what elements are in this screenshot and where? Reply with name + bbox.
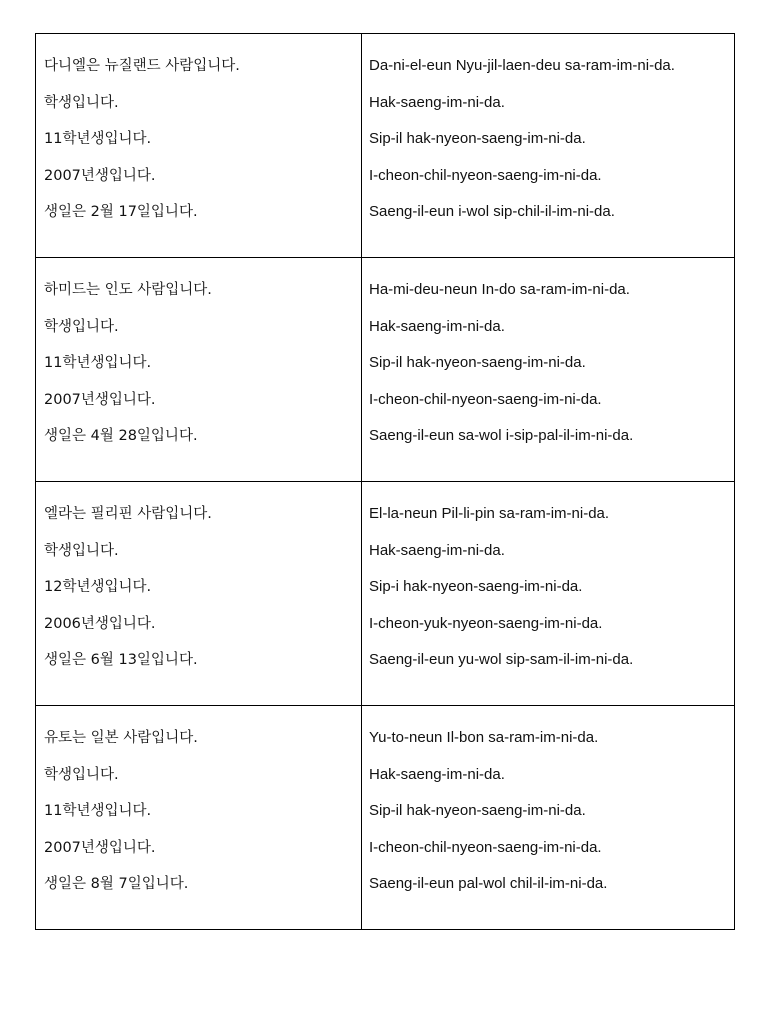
- korean-sentence: 엘라는 필리핀 사람입니다.: [44, 506, 212, 522]
- romanized-sentence: Hak-saeng-im-ni-da.: [369, 765, 505, 783]
- korean-sentence: 생일은 6월 13일입니다.: [44, 652, 198, 668]
- romanized-sentence: Saeng-il-eun sa-wol i-sip-pal-il-im-ni-da.: [369, 427, 634, 444]
- profile-cards-table: [35, 33, 735, 930]
- romanized-text-cell: [362, 258, 735, 482]
- sentence-list: [36, 482, 361, 685]
- korean-sentence: 12학년생입니다.: [44, 579, 152, 595]
- sentence-list: [362, 706, 734, 909]
- korean-sentence: 학생입니다.: [44, 318, 119, 335]
- korean-text-cell: [36, 706, 362, 930]
- romanized-sentence: Yu-to-neun Il-bon sa-ram-im-ni-da.: [369, 729, 599, 746]
- korean-text-cell: [36, 34, 362, 258]
- romanized-sentence: El-la-neun Pil-li-pin sa-ram-im-ni-da.: [369, 505, 610, 522]
- korean-sentence: 2007년생입니다.: [44, 167, 156, 184]
- sentence-list: [362, 34, 734, 237]
- romanized-sentence: Sip-il hak-nyeon-saeng-im-ni-da.: [369, 354, 586, 371]
- romanized-sentence: I-cheon-chil-nyeon-saeng-im-ni-da.: [369, 838, 602, 856]
- romanized-sentence: I-cheon-yuk-nyeon-saeng-im-ni-da.: [369, 614, 603, 632]
- korean-sentence: 유토는 일본 사람입니다.: [44, 730, 198, 746]
- romanized-sentence: Saeng-il-eun pal-wol chil-il-im-ni-da.: [369, 875, 608, 892]
- korean-sentence: 학생입니다.: [44, 766, 119, 783]
- romanized-sentence: I-cheon-chil-nyeon-saeng-im-ni-da.: [369, 166, 602, 184]
- korean-sentence: 학생입니다.: [44, 542, 119, 559]
- korean-text-cell: [36, 258, 362, 482]
- profile-card-row: [36, 258, 735, 482]
- korean-sentence: 11학년생입니다.: [44, 355, 152, 371]
- romanized-text-cell: [362, 706, 735, 930]
- romanized-sentence: Hak-saeng-im-ni-da.: [369, 93, 505, 111]
- korean-sentence: 생일은 8월 7일입니다.: [44, 876, 189, 892]
- korean-sentence: 11학년생입니다.: [44, 803, 152, 819]
- romanized-sentence: I-cheon-chil-nyeon-saeng-im-ni-da.: [369, 390, 602, 408]
- romanized-sentence: Hak-saeng-im-ni-da.: [369, 317, 505, 335]
- sentence-list: [362, 482, 734, 685]
- profile-card-row: [36, 34, 735, 258]
- sentence-list: [36, 706, 361, 909]
- romanized-text-cell: [362, 34, 735, 258]
- korean-sentence: 2007년생입니다.: [44, 839, 156, 856]
- korean-sentence: 생일은 2월 17일입니다.: [44, 204, 198, 220]
- profile-cards-body: [36, 34, 735, 930]
- korean-sentence: 2007년생입니다.: [44, 391, 156, 408]
- romanized-sentence: Saeng-il-eun i-wol sip-chil-il-im-ni-da.: [369, 203, 615, 220]
- korean-text-cell: [36, 482, 362, 706]
- korean-sentence: 2006년생입니다.: [44, 615, 156, 632]
- profile-card-row: [36, 706, 735, 930]
- romanized-sentence: Saeng-il-eun yu-wol sip-sam-il-im-ni-da.: [369, 651, 634, 668]
- korean-sentence: 학생입니다.: [44, 94, 119, 111]
- romanized-text-cell: [362, 482, 735, 706]
- romanized-sentence: Da-ni-el-eun Nyu-jil-laen-deu sa-ram-im-ni-da.: [369, 57, 675, 74]
- sentence-list: [36, 34, 361, 237]
- sentence-list: [36, 258, 361, 461]
- romanized-sentence: Sip-i hak-nyeon-saeng-im-ni-da.: [369, 578, 583, 595]
- profile-card-row: [36, 482, 735, 706]
- romanized-sentence: Hak-saeng-im-ni-da.: [369, 541, 505, 559]
- romanized-sentence: Sip-il hak-nyeon-saeng-im-ni-da.: [369, 802, 586, 819]
- korean-sentence: 생일은 4월 28일입니다.: [44, 428, 198, 444]
- sentence-list: [362, 258, 734, 461]
- korean-sentence: 하미드는 인도 사람입니다.: [44, 282, 212, 298]
- korean-sentence: 11학년생입니다.: [44, 131, 152, 147]
- romanized-sentence: Sip-il hak-nyeon-saeng-im-ni-da.: [369, 130, 586, 147]
- korean-sentence: 다니엘은 뉴질랜드 사람입니다.: [44, 58, 240, 74]
- romanized-sentence: Ha-mi-deu-neun In-do sa-ram-im-ni-da.: [369, 281, 630, 298]
